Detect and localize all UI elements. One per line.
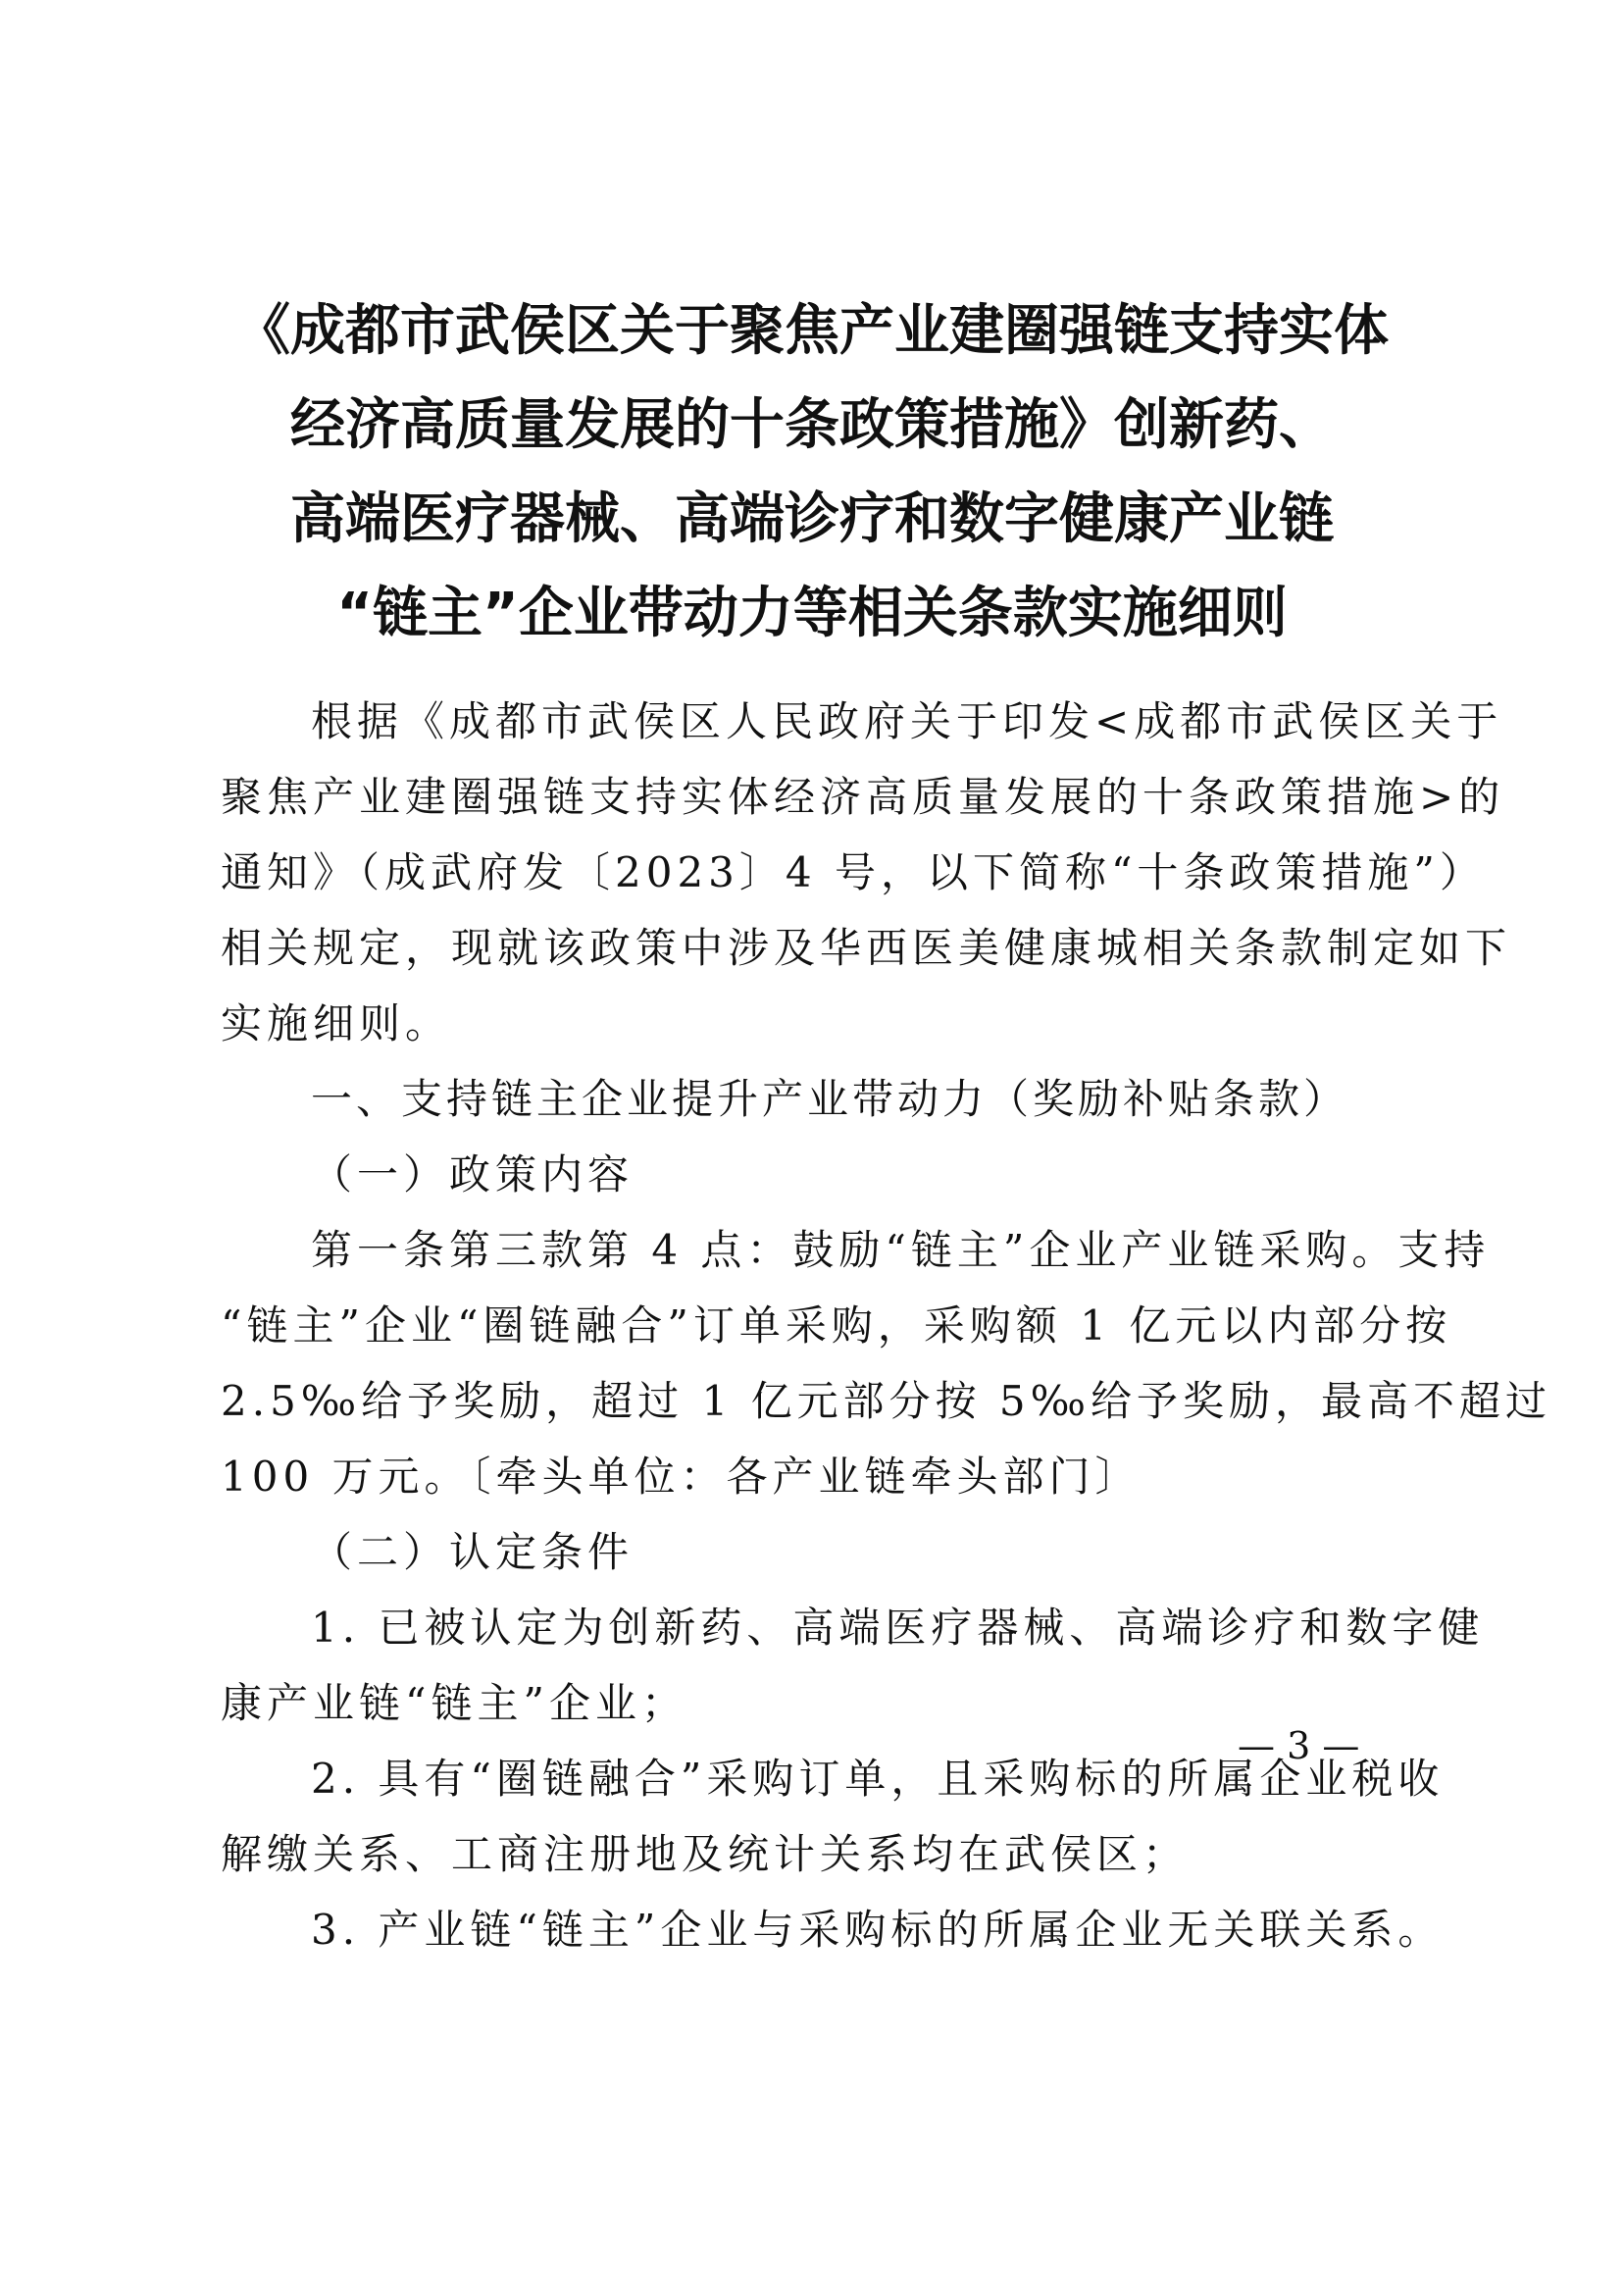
- intro-line: 通知》（成武府发〔2023〕4 号，以下简称“十条政策措施”）: [221, 848, 1486, 896]
- title-line: 经济高质量发展的十条政策措施》创新药、: [290, 393, 1334, 457]
- condition-line: 康产业链“链主”企业；: [221, 1679, 687, 1727]
- subsection-heading: （二）认定条件: [311, 1528, 634, 1576]
- intro-line: 根据《成都市武侯区人民政府关于印发<成都市武侯区关于: [311, 697, 1503, 745]
- policy-line: 100 万元。〔牵头单位：各产业链牵头部门〕: [221, 1453, 1142, 1501]
- intro-line: 相关规定，现就该政策中涉及华西医美健康城相关条款制定如下: [221, 924, 1512, 972]
- intro-line: 聚焦产业建圈强链支持实体经济高质量发展的十条政策措施>的: [221, 773, 1505, 821]
- policy-line: “链主”企业“圈链融合”订单采购，采购额 1 亿元以内部分按: [221, 1301, 1452, 1350]
- condition-line: 3. 产业链“链主”企业与采购标的所属企业无关联关系。: [311, 1906, 1445, 1954]
- condition-line: 2. 具有“圈链融合”采购订单，且采购标的所属企业税收: [311, 1755, 1445, 1803]
- document-title: [196, 284, 1428, 661]
- title-line: 高端医疗器械、高端诊疗和数字健康产业链: [290, 487, 1334, 551]
- condition-line: 解缴关系、工商注册地及统计关系均在武侯区；: [221, 1830, 1190, 1878]
- document-body: [221, 684, 1552, 1967]
- policy-line: 2.5‰给予奖励，超过 1 亿元部分按 5‰给予奖励，最高不超过: [221, 1377, 1552, 1425]
- title-line: “链主”企业带动力等相关条款实施细则: [336, 582, 1288, 645]
- title-line: 《成都市武侯区关于聚焦产业建圈强链支持实体: [235, 299, 1389, 363]
- section-heading: 一、支持链主企业提升产业带动力（奖励补贴条款）: [311, 1075, 1349, 1123]
- policy-line: 第一条第三款第 4 点：鼓励“链主”企业产业链采购。支持: [311, 1226, 1491, 1274]
- intro-line: 实施细则。: [221, 999, 452, 1047]
- subsection-heading: （一）政策内容: [311, 1150, 634, 1198]
- condition-line: 1. 已被认定为创新药、高端医疗器械、高端诊疗和数字健: [311, 1604, 1485, 1652]
- page-number: — 3 —: [1238, 1724, 1360, 1767]
